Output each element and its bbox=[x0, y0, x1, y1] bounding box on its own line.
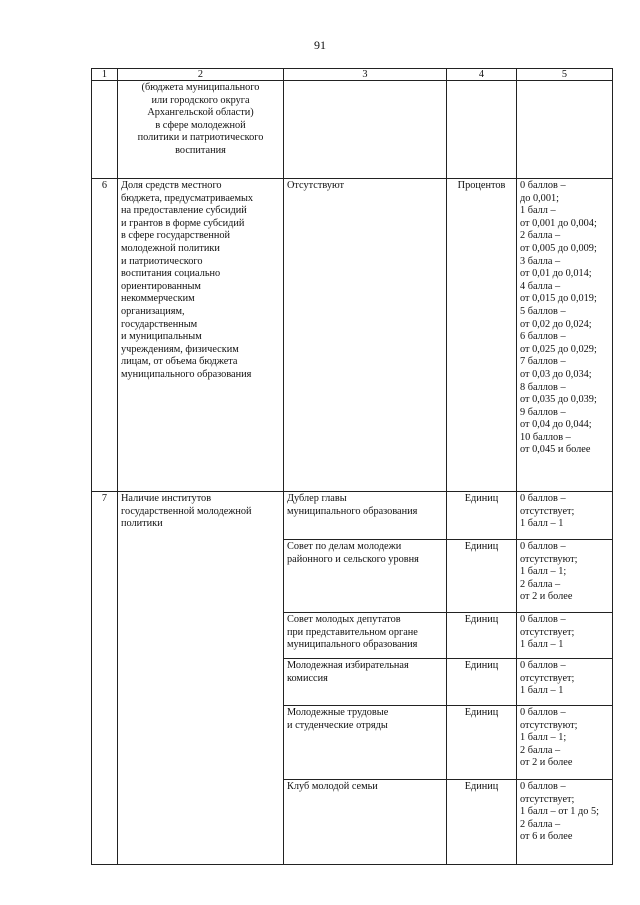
indicator-name-cell: (бюджета муниципального или городского округа Архангельской области) в сфере молодежной политики и патриотического воспитания bbox=[118, 81, 284, 179]
unit-cell bbox=[447, 81, 517, 179]
score-cell: 0 баллов – отсутствуют; 1 балл – 1; 2 балла – от 2 и более bbox=[517, 706, 613, 780]
indicator-name-cell: Доля средств местного бюджета, предусматриваемых на предоставление субсидий и грантов в форме субсидий в сфере государственной молодежной политики и патриотического воспитания социально ориентированным некоммерческим организациям, государственным и муниципальным учреждениям, физическим лицам, от объема бюджета муниципального образования bbox=[118, 179, 284, 492]
value-cell: Дублер главы муниципального образования bbox=[284, 492, 447, 540]
header-cell: 5 bbox=[517, 69, 613, 81]
header-row bbox=[92, 69, 613, 81]
row-number-cell: 7 bbox=[92, 492, 118, 865]
score-cell: 0 баллов – отсутствует; 1 балл – 1 bbox=[517, 492, 613, 540]
score-cell: 0 баллов – отсутствуют; 1 балл – 1; 2 балла – от 2 и более bbox=[517, 540, 613, 613]
unit-cell: Единиц bbox=[447, 492, 517, 540]
value-cell: Молодежные трудовые и студенческие отряды bbox=[284, 706, 447, 780]
score-cell bbox=[517, 81, 613, 179]
header-cell: 1 bbox=[92, 69, 118, 81]
row-number-cell bbox=[92, 81, 118, 179]
value-cell: Совет по делам молодежи районного и сельского уровня bbox=[284, 540, 447, 613]
score-cell: 0 баллов – отсутствует; 1 балл – от 1 до 5; 2 балла – от 6 и более bbox=[517, 780, 613, 865]
value-cell bbox=[284, 81, 447, 179]
unit-cell: Единиц bbox=[447, 706, 517, 780]
unit-cell: Процентов bbox=[447, 179, 517, 492]
table-row bbox=[92, 81, 613, 179]
indicator-name-cell: Наличие институтов государственной молодежной политики bbox=[118, 492, 284, 865]
header-cell: 3 bbox=[284, 69, 447, 81]
row-number-cell: 6 bbox=[92, 179, 118, 492]
unit-cell: Единиц bbox=[447, 613, 517, 659]
value-cell: Отсутствуют bbox=[284, 179, 447, 492]
page-number: 91 bbox=[314, 38, 326, 52]
table-row bbox=[92, 492, 613, 540]
header-cell: 4 bbox=[447, 69, 517, 81]
value-cell: Клуб молодой семьи bbox=[284, 780, 447, 865]
value-cell: Совет молодых депутатов при представительном органе муниципального образования bbox=[284, 613, 447, 659]
unit-cell: Единиц bbox=[447, 540, 517, 613]
value-cell: Молодежная избирательная комиссия bbox=[284, 659, 447, 706]
header-cell: 2 bbox=[118, 69, 284, 81]
unit-cell: Единиц bbox=[447, 659, 517, 706]
unit-cell: Единиц bbox=[447, 780, 517, 865]
criteria-table bbox=[91, 68, 613, 865]
score-cell: 0 баллов – до 0,001; 1 балл – от 0,001 до 0,004; 2 балла – от 0,005 до 0,009; 3 балла – от 0,01 до 0,014; 4 балла – от 0,015 до 0,019; 5 баллов – от 0,02 до 0,024; 6 баллов – от 0,025 до 0,029; 7 баллов – от 0,03 до 0,034; 8 баллов – от 0,035 до 0,039; 9 баллов – от 0,04 до 0,044; 10 баллов – от 0,045 и более bbox=[517, 179, 613, 492]
table-row bbox=[92, 179, 613, 492]
score-cell: 0 баллов – отсутствует; 1 балл – 1 bbox=[517, 613, 613, 659]
score-cell: 0 баллов – отсутствует; 1 балл – 1 bbox=[517, 659, 613, 706]
